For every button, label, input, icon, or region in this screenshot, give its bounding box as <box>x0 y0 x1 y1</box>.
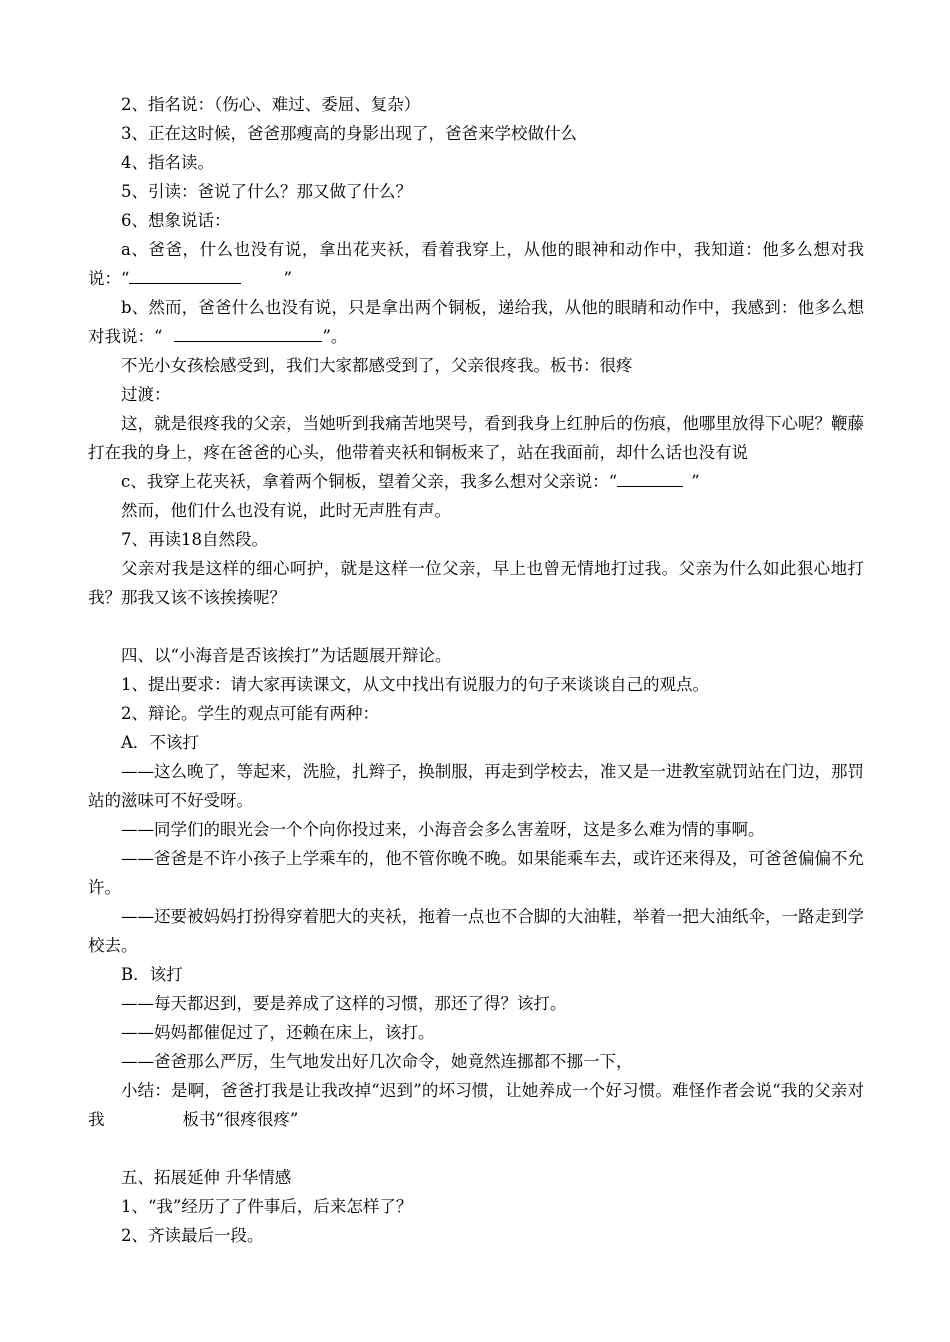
imagine-item-b <box>88 293 864 351</box>
paragraph: 3、正在这时候，爸爸那瘦高的身影出现了，爸爸来学校做什么 <box>121 124 577 143</box>
paragraph: 1、“我”经历了了件事后，后来怎样了？ <box>121 1197 413 1216</box>
close-quote: ”。 <box>322 327 348 346</box>
section-heading: 五、拓展延伸 升华情感 <box>121 1168 292 1187</box>
item-text: c、我穿上花夹袄，拿着两个铜板，望着父亲，我多么想对父亲说：“ <box>121 472 618 491</box>
paragraph: 5、引读：爸说了什么？那又做了什么？ <box>121 182 412 201</box>
paragraph: 父亲对我是这样的细心呵护，就是这样一位父亲，早上也曾无情地打过我。父亲为什么如此狠心地打我？那我又该不该挨揍呢？ <box>88 559 864 607</box>
imagine-item-c <box>88 467 864 496</box>
paragraph: 6、想象说话： <box>121 211 231 230</box>
fill-blank <box>174 324 322 342</box>
item-text: a、爸爸，什么也没有说，拿出花夹袄，看着我穿上，从他的眼神和动作中，我知道：他多么想对我说：“ <box>88 240 864 288</box>
argument-item: ——同学们的眼光会一个个向你投过来，小海音会多么害羞呀，这是多么难为情的事啊。 <box>121 820 765 839</box>
paragraph: 这，就是很疼我的父亲，当她听到我痛苦地哭号，看到我身上红肿后的伤痕，他哪里放得下心呢？鞭藤打在我的身上，疼在爸爸的心头，他带着夹袄和铜板来了，站在我面前，却什么话也没有说 <box>88 414 864 462</box>
fill-blank <box>129 266 241 284</box>
paragraph: 不光小女孩桧感受到，我们大家都感受到了，父亲很疼我。板书：很疼 <box>121 356 633 375</box>
argument-item: ——还要被妈妈打扮得穿着肥大的夹袄，拖着一点也不合脚的大油鞋，举着一把大油纸伞，一路走到学校去。 <box>88 907 864 955</box>
argument-item: ——爸爸那么严厉，生气地发出好几次命令，她竟然连挪都不挪一下， <box>121 1052 633 1071</box>
argument-item: ——妈妈都催促过了，还赖在床上，该打。 <box>121 1023 435 1042</box>
summary-text: 小结：是啊，爸爸打我是让我改掉“迟到”的坏习惯，让她养成一个好习惯。难怪作者会说“我的父亲对我 <box>88 1081 864 1129</box>
fill-blank <box>617 469 683 487</box>
imagine-item-a <box>88 235 864 293</box>
paragraph: 7、再读18自然段。 <box>121 530 268 549</box>
item-text: b、然而，爸爸什么也没有说，只是拿出两个铜板，递给我，从他的眼睛和动作中，我感到：他多么想对我说：“ <box>88 298 864 346</box>
paragraph: 2、指名说：（伤心、难过、委屈、复杂） <box>121 95 421 114</box>
document-page <box>88 90 864 1250</box>
argument-item: ——这么晚了，等起来，洗脸，扎辫子，换制服，再走到学校去，准又是一进教室就罚站在门边，那罚站的滋味可不好受呀。 <box>88 762 864 810</box>
paragraph: 1、提出要求：请大家再读课文，从文中找出有说服力的句子来谈谈自己的观点。 <box>121 675 709 694</box>
paragraph: 然而，他们什么也没有说，此时无声胜有声。 <box>121 501 451 520</box>
paragraph: 4、指名读。 <box>121 153 214 172</box>
board-note: 板书“很疼很疼” <box>182 1110 299 1129</box>
sub-heading: B．该打 <box>121 965 183 984</box>
argument-item: ——每天都迟到，要是养成了这样的习惯，那还了得？该打。 <box>121 994 567 1013</box>
paragraph: 2、齐读最后一段。 <box>121 1226 264 1245</box>
section-heading: 四、以“小海音是否该挨打”为话题展开辩论。 <box>121 646 452 665</box>
paragraph: 2、辩论。学生的观点可能有两种： <box>121 704 379 723</box>
close-quote: ” <box>691 472 700 491</box>
close-quote: ” <box>283 269 292 288</box>
argument-item: ——爸爸是不许小孩子上学乘车的，他不管你晚不晚。如果能乘车去，或许还来得及，可爸爸偏偏不允许。 <box>88 849 864 897</box>
summary <box>88 1076 864 1134</box>
paragraph: 过渡： <box>121 385 171 404</box>
sub-heading: A．不该打 <box>121 733 199 752</box>
